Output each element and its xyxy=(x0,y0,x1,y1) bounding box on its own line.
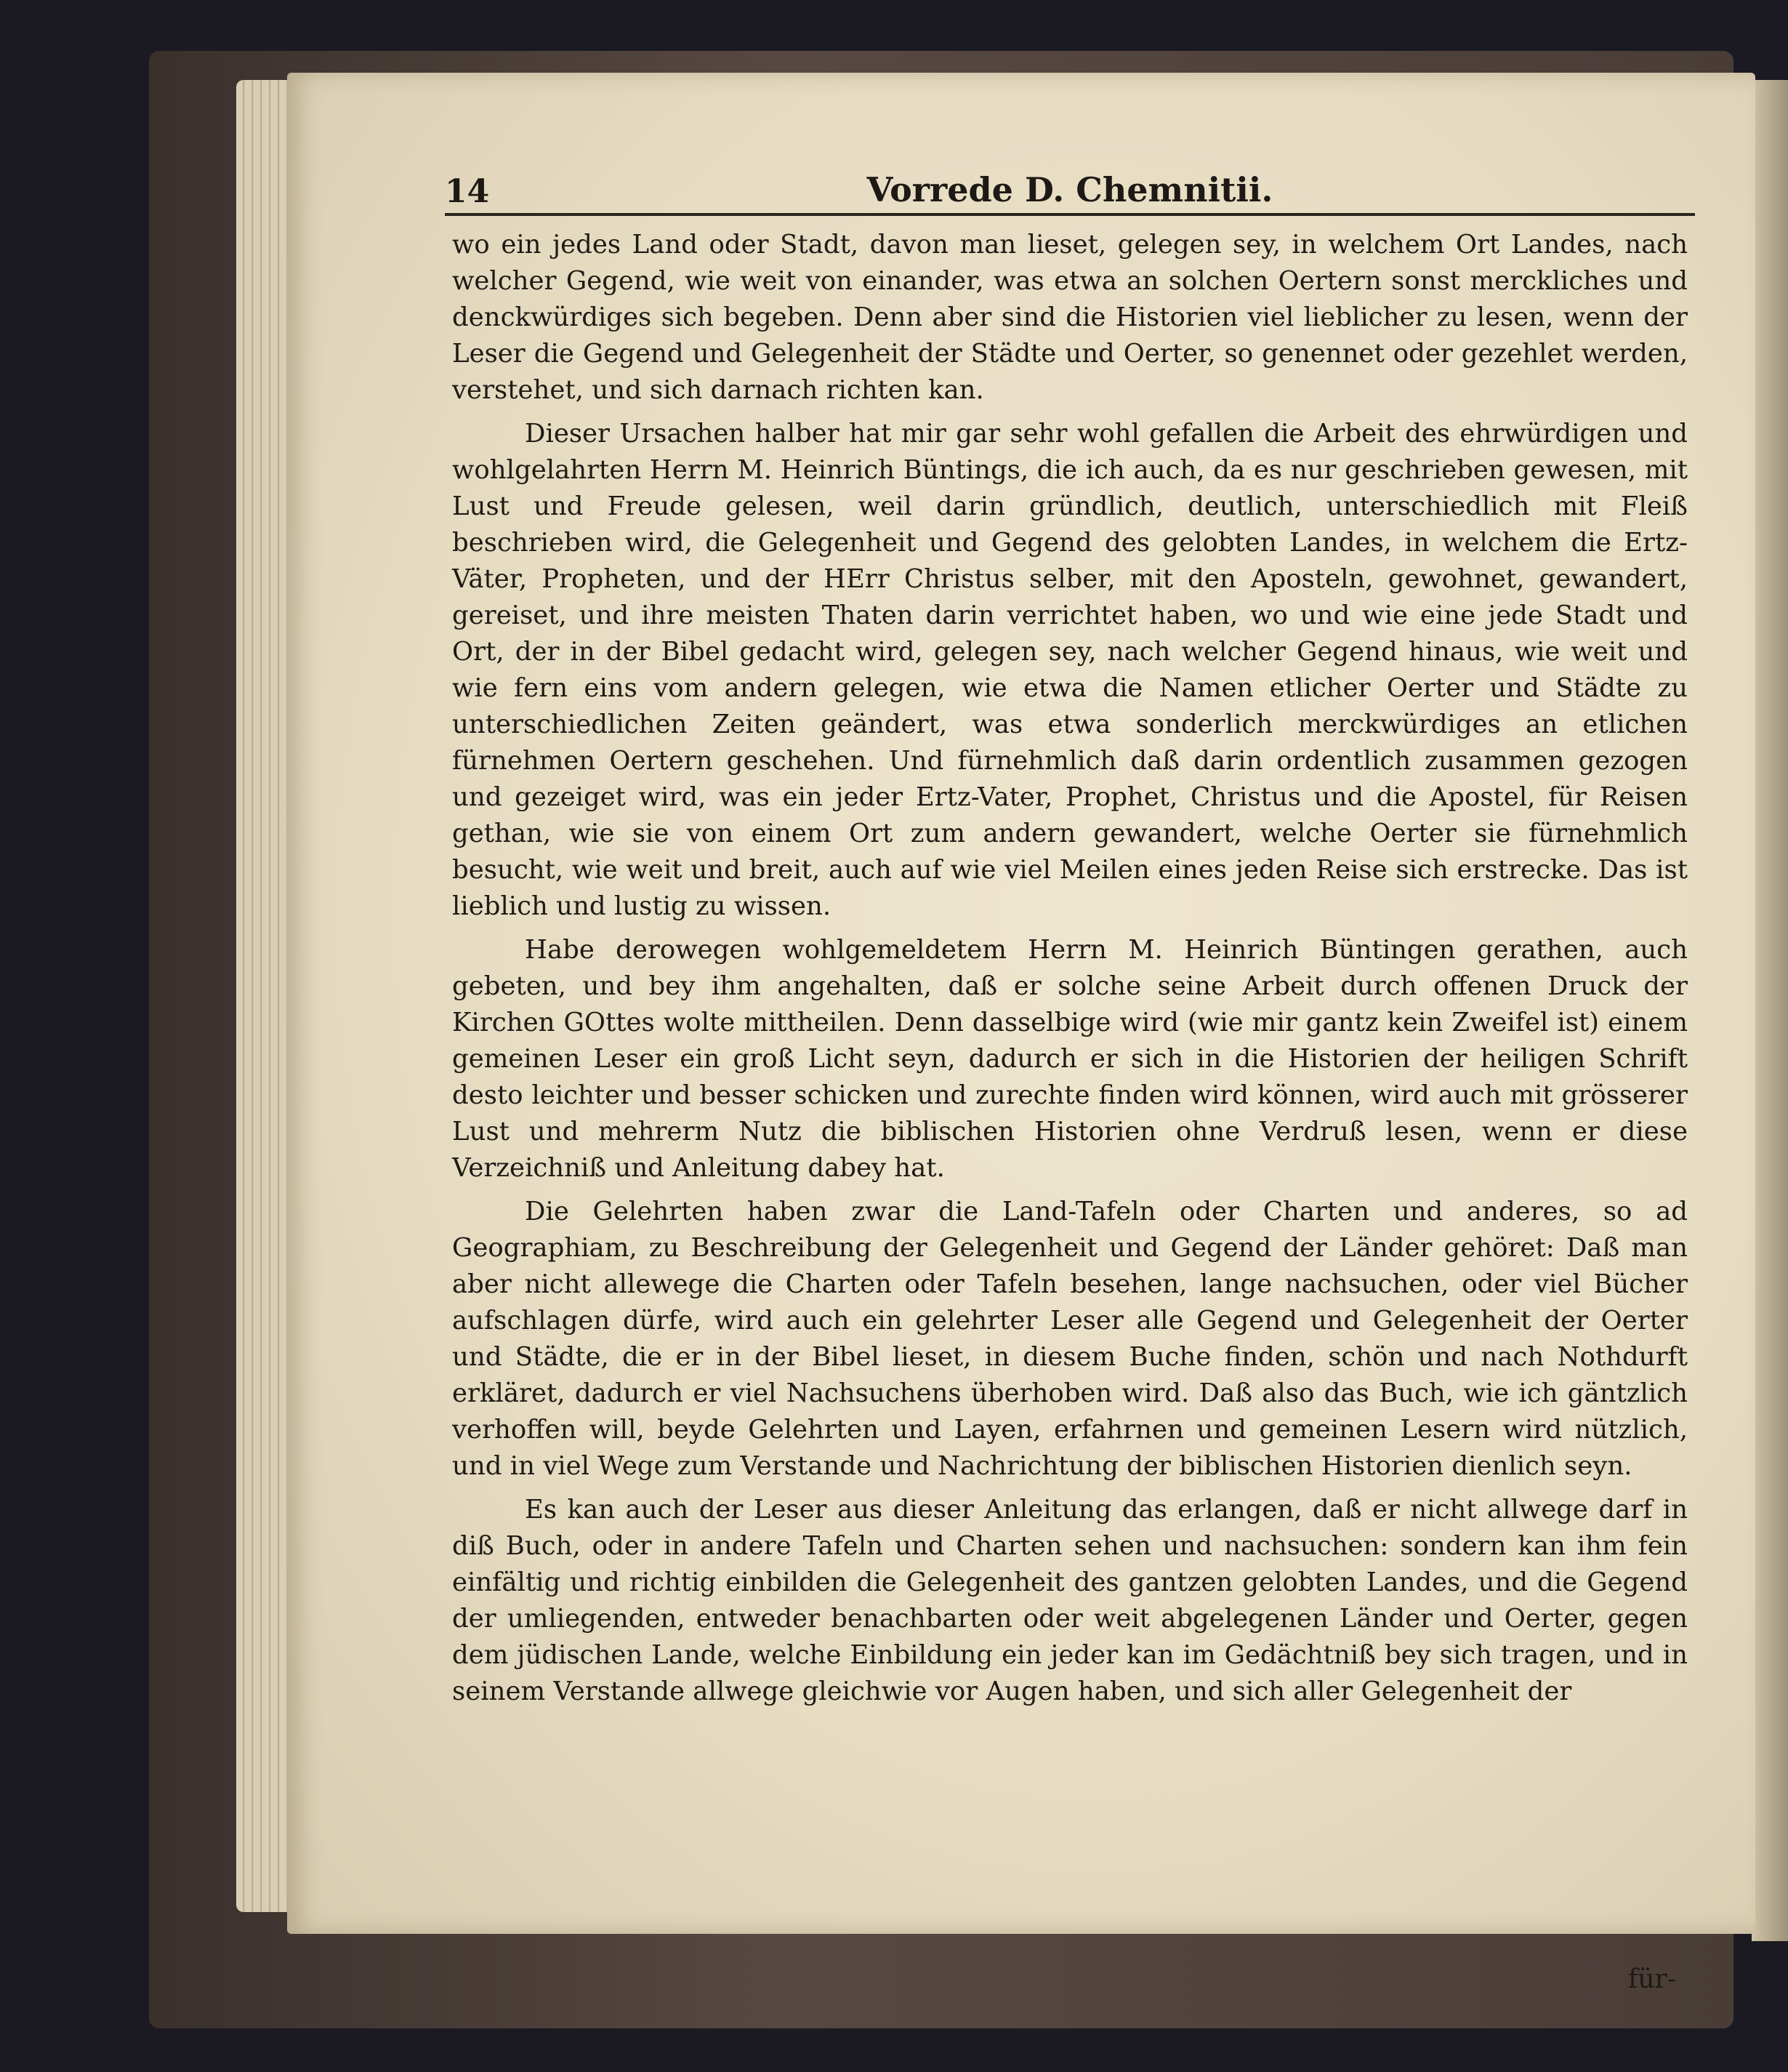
body-text xyxy=(452,227,1688,1921)
paragraph: Die Gelehrten haben zwar die Land-Tafeln oder Charten und anderes, so ad Geographiam, zu Beschreibung der Gelegenheit und Gegend der Länder gehöret: Daß man aber nicht allewege die Charten oder Tafeln besehen, lange nachsuchen, oder viel Bücher aufschlagen dürfe, wird auch ein gelehrter Leser alle Gegend und Gelegenheit der Oerter und Städte, die er in der Bibel lieset, in diesem Buche finden, schön und nach Nothdurft erkläret, dadurch er viel Nachsuchens überhoben wird. Daß also das Buch, wie ich gäntzlich verhoffen will, beyde Gelehrten und Layen, erfahrnen und gemeinen Lesern wird nützlich, und in viel Wege zum Verstande und Nachrichtung der biblischen Historien dienlich seyn. xyxy=(452,1197,1688,1481)
page-header xyxy=(445,167,1695,211)
running-title: Vorrede D. Chemnitii. xyxy=(866,170,1273,209)
paragraph: Habe derowegen wohlgemeldetem Herrn M. Heinrich Büntingen gerathen, auch gebeten, und bey ihm angehalten, daß er solche seine Arbeit durch offenen Druck der Kirchen GOttes wolte mittheilen. Denn dasselbige wird (wie mir gantz kein Zweifel ist) einem gemeinen Leser ein groß Licht seyn, dadurch er sich in die Historien der heiligen Schrift desto leichter und besser schicken und zurechte finden wird können, wird auch mit grösserer Lust und mehrerm Nutz die biblischen Historien ohne Verdruß lesen, wenn er diese Verzeichniß und Anleitung dabey hat. xyxy=(452,935,1688,1183)
paragraph: Es kan auch der Leser aus dieser Anleitung das erlangen, daß er nicht allwege darf in diß Buch, oder in andere Tafeln und Charten sehen und nachsuchen: sondern kan ihm fein einfältig und richtig einbilden die Gelegenheit des gantzen gelobten Landes, und die Gegend der umliegenden, entweder benachbarten oder weit abgelegenen Länder und Oerter, gegen dem jüdischen Lande, welche Einbildung ein jeder kan im Gedächtniß bey sich tragen, und in seinem Verstande allwege gleichwie vor Augen haben, und sich aller Gelegenheit der xyxy=(452,1495,1688,1706)
catchword: für- xyxy=(1628,1964,1676,1994)
paragraph: Dieser Ursachen halber hat mir gar sehr wohl gefallen die Arbeit des ehrwürdigen und wohlgelahrten Herrn M. Heinrich Büntings, die ich auch, da es nur geschrieben gewesen, mit Lust und Freude gelesen, weil darin gründlich, deutlich, unterschiedlich mit Fleiß beschrieben wird, die Gelegenheit und Gegend des gelobten Landes, in welchem die Ertz-Väter, Propheten, und der HErr Christus selber, mit den Aposteln, gewohnet, gewandert, gereiset, und ihre meisten Thaten darin verrichtet haben, wo und wie eine jede Stadt und Ort, der in der Bibel gedacht wird, gelegen sey, nach welcher Gegend hinaus, wie weit und wie fern eins vom andern gelegen, wie etwa die Namen etlicher Oerter und Städte zu unterschiedlichen Zeiten geändert, was etwa sonderlich merckwürdiges an etlichen fürnehmen Oertern geschehen. Und fürnehmlich daß darin ordentlich zusammen gezogen und gezeiget wird, was ein jeder Ertz-Vater, Prophet, Christus und die Apostel, für Reisen gethan, wie sie von einem Ort zum andern gewandert, welche Oerter sie fürnehmlich besucht, wie weit und breit, auch auf wie viel Meilen eines jeden Reise sich erstrecke. Das ist lieblich und lustig zu wissen. xyxy=(452,419,1688,921)
facing-page-edge xyxy=(1752,80,1788,1941)
header-rule xyxy=(445,213,1695,216)
paragraph: wo ein jedes Land oder Stadt, davon man lieset, gelegen sey, in welchem Ort Landes, nach welcher Gegend, wie weit von einander, was etwa an solchen Oertern sonst merckliches und denckwürdiges sich begeben. Denn aber sind die Historien viel lieblicher zu lesen, wenn der Leser die Gegend und Gelegenheit der Städte und Oerter, so genennet oder gezehlet werden, verstehet, und sich darnach richten kan. xyxy=(452,230,1688,405)
page-number: 14 xyxy=(445,173,490,210)
